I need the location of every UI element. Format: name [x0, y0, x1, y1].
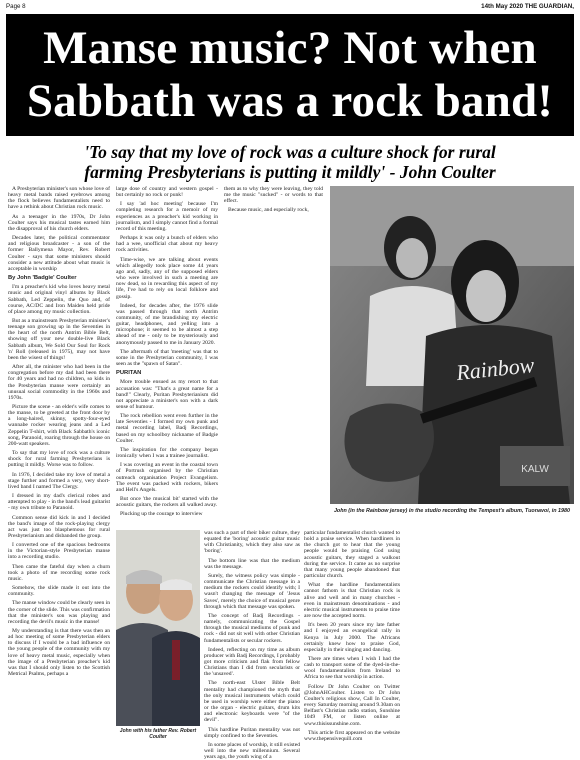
paragraph: I dressed in my dad's clerical robes and attempted to play - in the band's lead guitarist - my own tribute to Paranoid.	[8, 493, 110, 512]
paragraph: Surely, the witness policy was simple - communicate the Christian message in a medium the rockers could identify with; I wasn't changing the message of 'Jesus Saves', merely the choice of musical genre through which that message was spoken.	[204, 572, 300, 610]
paragraph: particular fundamentalist church wanted to hold a praise service. When hardliners in the church got to hear that the young people would be praising God using acoustic guitars, they staged a walkout during the service. It came as no surprise that many young people abandoned that particular church.	[304, 530, 400, 580]
standfirst-line-1: 'To say that my love of rock was a culture shock for rural	[84, 142, 496, 162]
studio-photo	[330, 186, 574, 504]
article-column-2	[116, 186, 218, 524]
paragraph: A Presbyterian minister's son whose love of heavy metal bands raised eyebrows among the flock believes fundamentalists need to have a rethink about Christian rock music.	[8, 186, 110, 211]
paragraph: What the hardline fundamentalists cannot fathom is that Christian rock is alive and well and in many churches - even in mainstream denominations - and electric musical instruments to praise time are now the accepted norm.	[304, 582, 400, 620]
paragraph: The concept of Badj Recordings - namely, communicating the Gospel through the musical mediums of punk and rock - did not sit well with other Christian fundamentalists or secular rockers.	[204, 612, 300, 644]
paragraph: Perhaps it was only a bunch of elders who had a wee, unofficial chat about my heavy rock activities.	[116, 235, 218, 254]
paragraph: In some places of worship, it still existed well into the new millennium. Several years ago, the youth wing of a	[204, 741, 300, 760]
paragraph: To say that my love of rock was a culture shock for rural farming Presbyterians is putting it mildly. Worse was to follow.	[8, 450, 110, 469]
paragraph: This article first appeared on the website www.thepensivequill.com	[304, 729, 400, 742]
paragraph: There are times when I wish I had the cash to transport some of the dyed-in-the-wool fundamentalists from Ireland to Africa to see that worship in action.	[304, 655, 400, 681]
paragraph: Plucking up the courage to interview	[120, 511, 203, 518]
paragraph: I was covering an event in the coastal town of Portrush organised by the Christian outreach organisation Project Evangelism. The event was packed with rockers, bikers and Hell's Angels.	[116, 462, 218, 493]
paragraph: them as to why they were leaving, they told me the music "sucked" - or words to that effect.	[224, 186, 323, 205]
paragraph: After all, the minister who had been in the congregation before my dad had been there for 40 years and had no children, so kids in the Presbyterian manse were certainly an unusual social commodity in the 1960s and 1970s.	[8, 364, 110, 401]
father-son-photo	[116, 530, 200, 726]
paragraph: large dose of country and western gospel - but certainly no rock or punk!	[116, 186, 218, 199]
paragraph: More trouble ensued as my retort to that accusation was: "That's a great name for a band!" Clearly, Puritan Presbyterianism did not appreciate a minister's son with a dark sense of humour.	[116, 379, 218, 410]
paragraph: My understanding is that there was then an ad hoc meeting of some Presbyterian elders to discuss if I would be a bad influence on the young people of the community with my love of heavy metal music, especially when the image of a Presbyterian preacher's kid was that I should only listen to the Scottish Metrical Psalms, perhaps a	[8, 628, 110, 678]
paragraph: As a teenager in the 1970s, Dr John Coulter says his musical tastes earned him the disapproval of his church elders.	[8, 213, 110, 232]
speaker-text: KALW	[521, 464, 549, 475]
headline-banner	[6, 14, 574, 136]
paragraph: But once 'the musical bit' started with the acoustic guitars, the rockers all walked away.	[116, 496, 218, 509]
byline: By John 'Badgie' Coulter	[8, 275, 77, 282]
article-column-1	[8, 186, 110, 734]
paragraph: Time-wise, we are talking about events which allegedly took place some 44 years ago and, sadly, any of the supposed elders who were involved in such a meeting are now dead, so in rewarding this aspect of my life, I've had to rely on local folklore and gossip.	[116, 256, 218, 300]
standfirst	[12, 142, 568, 182]
paragraph: Common sense did kick in and I decided the band's image of the rock-playing clergy act was just too blasphemous for rural Presbyterianism and disbanded the group.	[8, 514, 110, 539]
small-photo-caption: John with his father Rev. Robert Coulter	[119, 728, 197, 740]
headline-line-2: Sabbath was a rock band!	[26, 75, 554, 127]
article-column-5	[304, 530, 401, 742]
page-header	[6, 2, 574, 12]
paragraph: Because music, and especially rock,	[228, 207, 309, 214]
paragraph: Follow Dr John Coulter on Twitter @JohnAHCoulter. Listen to Dr John Coulter's religious show, Call In Coulter, every Saturday morning around 9.30am on Belfast's Christian radio station, Sunshine 1049 FM, or listen online at www.thisissunshine.com.	[304, 683, 401, 727]
subheading: PURITAN	[116, 370, 142, 377]
paragraph: The aftermath of that 'meeting' was that to some in the Presbyterian community, I was seen as the "spawn of Satan".	[116, 348, 218, 368]
paragraph: Picture the scene - an elder's wife comes to the manse, to be greeted at the front door by a long-haired, skinny, spotty-four-eyed wannabe rocker wearing jeans and a Led Zeppelin T-shirt, with Black Sabbath's iconic song, Paranoid, roaring through the house on 200-watt speakers.	[8, 404, 110, 447]
studio-photo-image	[330, 186, 574, 504]
issue-date: 14th May 2020 THE GUARDIAN,	[481, 3, 574, 10]
paragraph: was such a part of their biker culture, they equated the 'boring' acoustic guitar music with Christianity, which they also saw as 'boring'.	[204, 530, 300, 555]
paragraph: Then came the fateful day when a churn took a photo of me recording some rock music.	[8, 563, 110, 582]
paragraph: It's been 20 years since my late father and I enjoyed an evangelical rally in Kenya in July 2000. The Africans certainly knew how to praise God, especially in their singing and dancing.	[304, 622, 400, 653]
paragraph: Somehow, the slide made it out into the community.	[8, 585, 110, 598]
article-column-3	[224, 186, 323, 524]
paragraph: The rock rebellion went even further in the late Seventies - I formed my own punk and metal recording label, Badj Recordings, based on my schoolboy nickname of Badgie Coulter.	[116, 413, 218, 444]
paragraph: I converted one of the spacious bedrooms in the Victorian-style Presbyterian manse into a recording studio.	[8, 542, 110, 561]
paragraph: Indeed, reflecting on my time as album producer with Badj Recordings, I probably got more criticism and flak from fellow Christians than I did from secularists or the 'unsaved'.	[204, 646, 301, 678]
paragraph: The inspiration for the company began ironically when I was a trainee journalist.	[116, 446, 218, 460]
paragraph: In 1976, I decided take my love of metal a stage further and formed a very, very short-lived band I named The Clergy.	[8, 471, 110, 490]
headline-line-1: Manse music? Not when	[43, 22, 537, 74]
paragraph: Indeed, for decades after, the 1976 slide was passed through that north Antrim community, of me brandishing my electric guitar, headphones, and yelling into a microphone; it seemed to be almost a step ahead of me - only to be mysteriously and anonymously passed to me in January 2020.	[116, 302, 218, 346]
page-number: Page 8	[6, 3, 26, 10]
standfirst-line-2: farming Presbyterians is putting it mildly' - John Coulter	[84, 162, 496, 182]
jersey-text: Rainbow	[455, 352, 536, 386]
paragraph: But as a mainstream Presbyterian minister's teenage son growing up in the Seventies in the heart of the north Antrim Bible Belt, showing off your new double-live Black Sabbath album, We Sold Our Soul for Rock 'n' Roll (released in 1975), may not have been the wisest of things!	[8, 317, 110, 361]
paragraph: I say 'ad hoc meeting' because I'm completing research for a memoir of my experiences as a preacher's kid working in journalism, and I simply cannot find a formal record of this meeting.	[116, 201, 218, 232]
main-photo-caption: John (in the Rainbow jersey) in the studio recording the Tempest's album, Tuonavoi, in 1980	[333, 508, 571, 514]
article-column-4	[204, 530, 301, 760]
paragraph: This hardline Puritan mentality was not simply confined to the Seventies.	[204, 726, 300, 739]
paragraph: I'm a preacher's kid who loves heavy metal music and original vinyl albums by Black Sabbath, Led Zeppelin, the Quo and, of course, AC/DC and Iron Maiden held pride of place among my music collection.	[8, 284, 110, 315]
paragraph: The north-east Ulster Bible Belt mentality had championed the myth that the only musical instruments which could be used in worship were either the piano or the organ - electric guitars, drum kits and electronic keyboards were "of the devil".	[204, 680, 300, 724]
father-son-photo-image	[116, 530, 200, 726]
paragraph: The manse window could be clearly seen in the corner of the slide. This was confirmation that the minister's son was playing and recording the devil's music in the manse!	[8, 600, 111, 625]
paragraph: The bottom line was that the medium was the message.	[204, 557, 300, 570]
paragraph: Decades later, the political commentator and religious broadcaster - a son of the former Ballymena Mayor, Rev. Robert Coulter - says that some ministers should consider a new attitude about what music is acceptable in worship	[8, 235, 110, 272]
